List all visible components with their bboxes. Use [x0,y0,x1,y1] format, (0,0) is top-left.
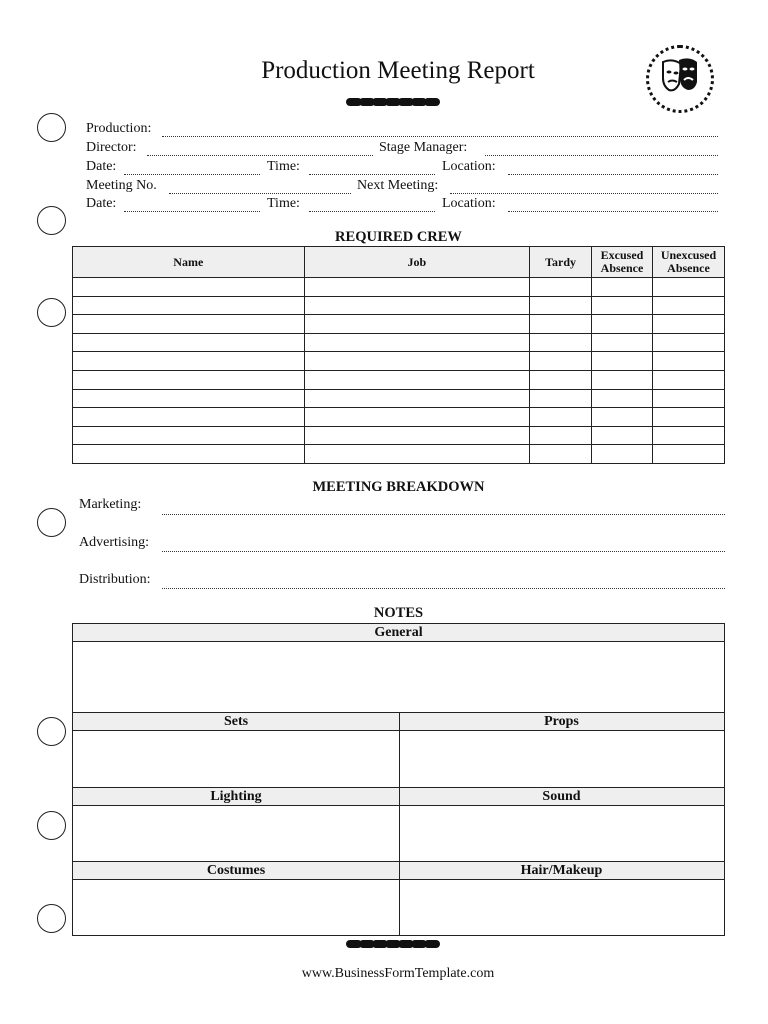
table-cell[interactable] [652,352,724,371]
location2-label: Location: [442,196,496,211]
notes-costumes-header: Costumes [73,862,399,880]
table-cell[interactable] [530,426,592,445]
table-cell[interactable] [652,333,724,352]
notes-sets-header: Sets [73,713,399,731]
col-header-unexcused-absence: Unexcused Absence [652,247,724,278]
stage-manager-field[interactable] [485,155,718,156]
marketing-label: Marketing: [79,497,142,512]
table-row [73,333,725,352]
notes-general-header: General [73,624,724,642]
time-label: Time: [267,159,300,174]
table-cell[interactable] [73,370,305,389]
notes-general-box[interactable] [72,623,725,713]
table-cell[interactable] [592,370,653,389]
table-cell[interactable] [592,408,653,427]
theater-masks-icon [646,45,714,113]
col-header-name: Name [73,247,305,278]
table-cell[interactable] [592,445,653,464]
binder-hole [37,508,66,537]
production-label: Production: [86,121,152,136]
notes-costumes-hair-box [72,861,725,936]
date-label: Date: [86,159,117,174]
table-cell[interactable] [73,389,305,408]
table-cell[interactable] [652,278,724,297]
table-cell[interactable] [530,389,592,408]
table-cell[interactable] [592,389,653,408]
next-meeting-label: Next Meeting: [357,178,439,193]
table-cell[interactable] [73,426,305,445]
director-field[interactable] [147,155,373,156]
table-row [73,389,725,408]
date2-field[interactable] [124,211,260,212]
table-cell[interactable] [304,315,530,334]
table-cell[interactable] [530,370,592,389]
table-cell[interactable] [652,315,724,334]
table-cell[interactable] [304,445,530,464]
advertising-label: Advertising: [79,535,149,550]
table-row [73,315,725,334]
table-cell[interactable] [530,296,592,315]
table-cell[interactable] [73,352,305,371]
table-cell[interactable] [530,315,592,334]
table-cell[interactable] [592,333,653,352]
page-title: Production Meeting Report [261,57,535,84]
production-field[interactable] [162,136,718,137]
table-cell[interactable] [73,408,305,427]
time-field[interactable] [309,174,435,175]
table-row [73,370,725,389]
table-row [73,408,725,427]
notes-hair-makeup-header: Hair/Makeup [399,862,724,880]
chain-divider-top [346,98,437,106]
table-cell[interactable] [73,296,305,315]
footer-website: www.BusinessFormTemplate.com [301,966,495,981]
table-cell[interactable] [304,352,530,371]
table-cell[interactable] [652,389,724,408]
table-cell[interactable] [73,315,305,334]
table-cell[interactable] [592,296,653,315]
table-cell[interactable] [304,296,530,315]
stage-manager-label: Stage Manager: [379,140,468,155]
location-label: Location: [442,159,496,174]
table-cell[interactable] [592,426,653,445]
table-cell[interactable] [304,389,530,408]
col-header-job: Job [304,247,530,278]
table-row [73,426,725,445]
advertising-field[interactable] [162,551,725,552]
meeting-no-field[interactable] [169,193,351,194]
chain-divider-bottom [346,940,437,948]
table-row [73,296,725,315]
binder-hole [37,904,66,933]
table-cell[interactable] [73,333,305,352]
date2-label: Date: [86,196,117,211]
col-header-excused-absence: Excused Absence [592,247,653,278]
column-divider [399,788,400,861]
date-field[interactable] [124,174,260,175]
table-cell[interactable] [652,296,724,315]
meeting-no-label: Meeting No. [86,178,157,193]
binder-hole [37,717,66,746]
distribution-field[interactable] [162,588,725,589]
table-cell[interactable] [73,278,305,297]
table-cell[interactable] [304,278,530,297]
notes-lighting-sound-box [72,787,725,862]
time2-field[interactable] [309,211,435,212]
location2-field[interactable] [508,211,718,212]
binder-hole [37,811,66,840]
binder-hole [37,206,66,235]
table-row [73,278,725,297]
meeting-breakdown-title: MEETING BREAKDOWN [312,479,485,495]
column-divider [399,862,400,935]
col-header-tardy: Tardy [530,247,592,278]
notes-sets-props-box [72,712,725,788]
table-cell[interactable] [592,352,653,371]
table-row [73,352,725,371]
table-cell[interactable] [652,370,724,389]
notes-lighting-header: Lighting [73,788,399,806]
time2-label: Time: [267,196,300,211]
table-cell[interactable] [592,278,653,297]
table-row [73,445,725,464]
crew-table [72,246,725,464]
column-divider [399,713,400,787]
director-label: Director: [86,140,137,155]
next-meeting-field[interactable] [450,193,718,194]
table-cell[interactable] [530,278,592,297]
table-cell[interactable] [530,445,592,464]
table-cell[interactable] [530,352,592,371]
notes-sound-header: Sound [399,788,724,806]
table-cell[interactable] [304,426,530,445]
location-field[interactable] [508,174,718,175]
notes-title: NOTES [373,605,424,621]
marketing-field[interactable] [162,514,725,515]
table-cell[interactable] [592,315,653,334]
table-cell[interactable] [652,445,724,464]
table-cell[interactable] [304,370,530,389]
table-cell[interactable] [530,408,592,427]
distribution-label: Distribution: [79,572,151,587]
table-cell[interactable] [530,333,592,352]
table-cell[interactable] [652,408,724,427]
table-cell[interactable] [304,333,530,352]
binder-hole [37,298,66,327]
table-cell[interactable] [304,408,530,427]
notes-props-header: Props [399,713,724,731]
binder-hole [37,113,66,142]
table-cell[interactable] [652,426,724,445]
required-crew-title: REQUIRED CREW [335,229,462,245]
table-cell[interactable] [73,445,305,464]
